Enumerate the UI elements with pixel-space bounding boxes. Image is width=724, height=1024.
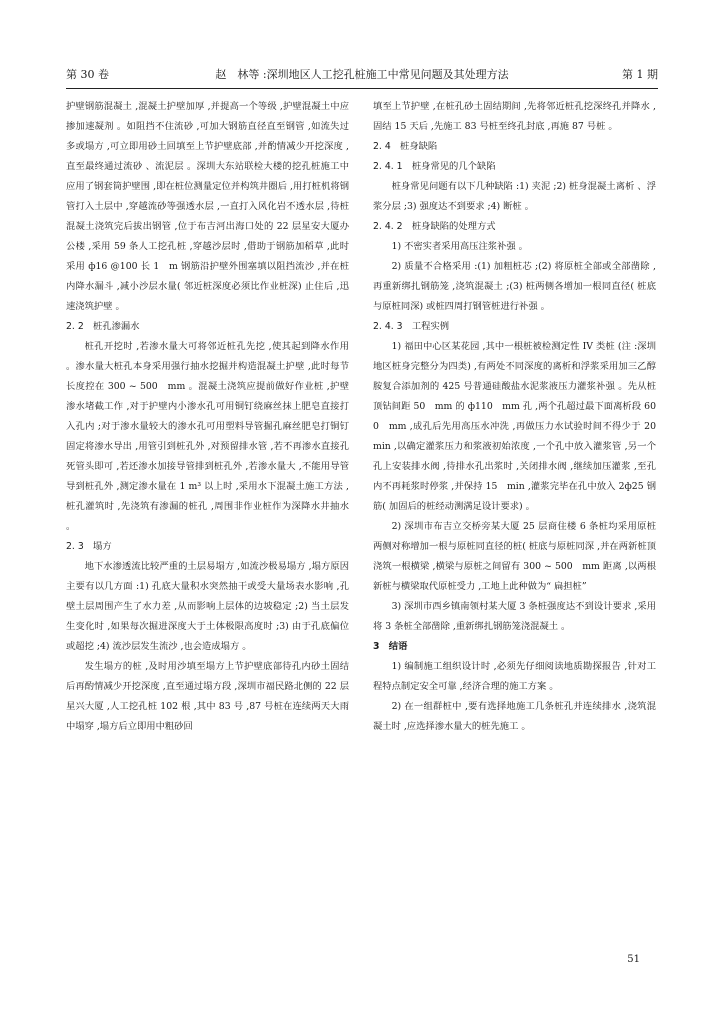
section-heading: 3 结语	[373, 641, 408, 652]
subsection-heading: 2. 4. 2 桩身缺陷的处理方式	[373, 221, 496, 232]
article-running-title: 赵 林等 :深圳地区人工挖孔桩施工中常见问题及其处理方法	[215, 68, 509, 81]
paragraph: 桩孔开挖时 ,若渗水量大可将邻近桩孔先挖 ,使其起到降水作用 。渗水量大桩孔本身采用强行抽水挖掘并构造混凝土护壁 ,此时每节长度控在 300 ~ 500 mm 。混凝土浇筑应提前做好作业桩 ,护壁渗水堵截工作 ,对于护壁内小渗水孔可用铜钉绕麻丝抹上肥皂直接打入孔内 ;对于渗水量较大的渗水孔可用塑料导管掘孔麻丝肥皂打铜钉固定将渗水导出 ,用管引到桩孔外 ,对预留排水管 ,若不再渗水直接孔死管头即可 ,若还渗水加接导管排到桩孔外 ,若渗水量大 ,不能用导管导到桩孔外 ,测定渗水量在 1 m³ 以上时 ,采用水下混凝土施工方法 ,桩孔灌筑时 ,先浇筑有渗漏的桩孔 ,周围非作业桩作为深降水井抽水 。	[66, 341, 349, 532]
paragraph: 桩身常见问题有以下几种缺陷 :1) 夹泥 ;2) 桩身混凝土离析 、浮浆分层 ;3) 强度达不到要求 ;4) 断桩 。	[373, 181, 656, 212]
paragraph: 2) 质量不合格采用 :(1) 加粗桩芯 ;(2) 将原桩全部或全部凿除 ,再重新绑扎钢筋笼 ,浇筑混凝土 ;(3) 桩两侧各增加一根同直径( 桩底与原桩同深) 或桩四周打钢管桩进行补强 。	[373, 261, 656, 312]
paragraph: 1) 编制施工组织设计时 ,必须先仔细阅读地质勘探报告 ,针对工程特点制定安全可靠 ,经济合理的施工方案 。	[373, 661, 656, 692]
paragraph: 发生塌方的桩 ,及时用沙填至塌方上节护壁底部待孔内砂土固结后再酌情减少开挖深度 ,直至通过塌方段 ,深圳市福民路北侧的 22 层星兴大厦 ,人工挖孔桩 102 根 ,其中 83 号 ,87 号桩在连续两天大雨中塌穿 ,塌方后立即用中粗砂回	[66, 661, 349, 732]
paragraph: 1) 福田中心区某花园 ,其中一根桩被检测定性 IV 类桩 (注 :深圳地区桩身完整分为四类) ,有两处不同深度的离析和浮浆采用加三乙醇胺复合添加剂的 425 号普通硅酸盐水泥浆液压力灌浆补强 。先从桩顶钻间距 50 mm 的 ф110 mm 孔 ,两个孔超过最下面离析段 600 mm ,成孔后先用高压水冲洗 ,再做压力水试验时间不得少于 20 min ,以确定灌浆压力和浆液初始浓度 ,一个孔中放入灌浆管 ,另一个孔上安装排水阀 ,待排水孔出浆时 ,关闭排水阀 ,继续加压灌浆 ,至孔内不再耗浆时停浆 ,并保持 15 min ,灌浆完毕在孔中放入 2ф25 钢筋( 加固后的桩经动测满足设计要求) 。	[373, 341, 666, 512]
subsection-heading: 2. 4. 3 工程实例	[373, 321, 450, 332]
volume-label: 第 30 卷	[66, 68, 109, 81]
running-header	[66, 64, 658, 86]
left-column	[66, 97, 349, 737]
paragraph: 2) 在一组群桩中 ,要有选择地施工几条桩孔并连续排水 ,浇筑混凝土时 ,应选择渗水量大的桩先施工 。	[373, 701, 656, 732]
subsection-heading: 2. 4. 1 桩身常见的几个缺陷	[373, 161, 496, 172]
section-heading: 2. 4 桩身缺陷	[373, 141, 438, 152]
paragraph: 3) 深圳市西乡镇南领村某大厦 3 条桩强度达不到设计要求 ,采用将 3 条桩全部凿除 ,重新绑扎钢筋笼浇混凝土 。	[373, 601, 656, 632]
paragraph: 护壁钢筋混凝土 ,混凝土护壁加厚 ,并提高一个等级 ,护壁混凝土中应掺加速凝剂 。如阻挡不住流砂 ,可加大钢筋直径直至钢管 ,如流失过多或塌方 ,可立即用砂土回填至上节护壁底部 ,并酌情减少开挖深度 ,直至最终通过流砂 、流泥层 。深圳大东站联检大楼的挖孔桩施工中应用了钢套筒护壁围 ,即在桩位测量定位并构筑井圈后 ,用打桩机将钢管打入土层中 ,穿越流砂等强透水层 ,一直打入风化岩不透水层 ,待桩混凝土浇筑完后拔出钢管 ,位于布吉河出海口处的 22 层星安大厦办公楼 ,采用 59 条人工挖孔桩 ,穿越沙层时 ,借助于钢筋加稻草 ,此时采用 ф16 @100 长 1 m 钢筋沿护壁外围塞填以阻挡流沙 ,并在桩内降水漏斗 ,减小沙层水量( 邻近桩深度必须比作业桩深) 止住后 ,迅速浇筑护壁 。	[66, 101, 349, 312]
page-number: 51	[627, 954, 640, 965]
paragraph: 地下水渗透流比较严重的土层易塌方 ,如流沙极易塌方 ,塌方原因主要有以几方面 :1) 孔底大量积水突然抽干或受大量场表水影响 ,孔壁土层周围产生了水力差 ,从而影响上层体的边坡稳定 ;2) 当土层发生变化时 ,如果每次掘进深度大于土体极限高度时 ;3) 由于孔底偏位或超挖 ;4) 流沙层发生流沙 ,也会造成塌方 。	[66, 561, 349, 652]
paragraph: 2) 深圳市布吉立交桥旁某大厦 25 层商住楼 6 条桩均采用原桩两侧对称增加一根与原桩同直径的桩( 桩底与原桩同深 ,并在两新桩顶浇筑一根横梁 ,横梁与原桩之间留有 300 ~ 500 mm 距离 ,以两根新桩与横梁取代原桩受力 ,工地上此种做为“ 扁担桩”	[373, 521, 656, 592]
paragraph: 1) 不密实者采用高压注浆补强 。	[391, 241, 528, 252]
header-rule	[66, 88, 658, 89]
right-column	[373, 97, 666, 737]
section-heading: 2. 3 塌方	[66, 541, 112, 552]
issue-label: 第 1 期	[622, 68, 658, 81]
section-heading: 2. 2 桩孔渗漏水	[66, 321, 140, 332]
paragraph: 填至上节护壁 ,在桩孔砂土固结期间 ,先将邻近桩孔挖深终孔并降水 ,固结 15 天后 ,先施工 83 号桩至终孔封底 ,再施 87 号桩 。	[373, 101, 656, 132]
